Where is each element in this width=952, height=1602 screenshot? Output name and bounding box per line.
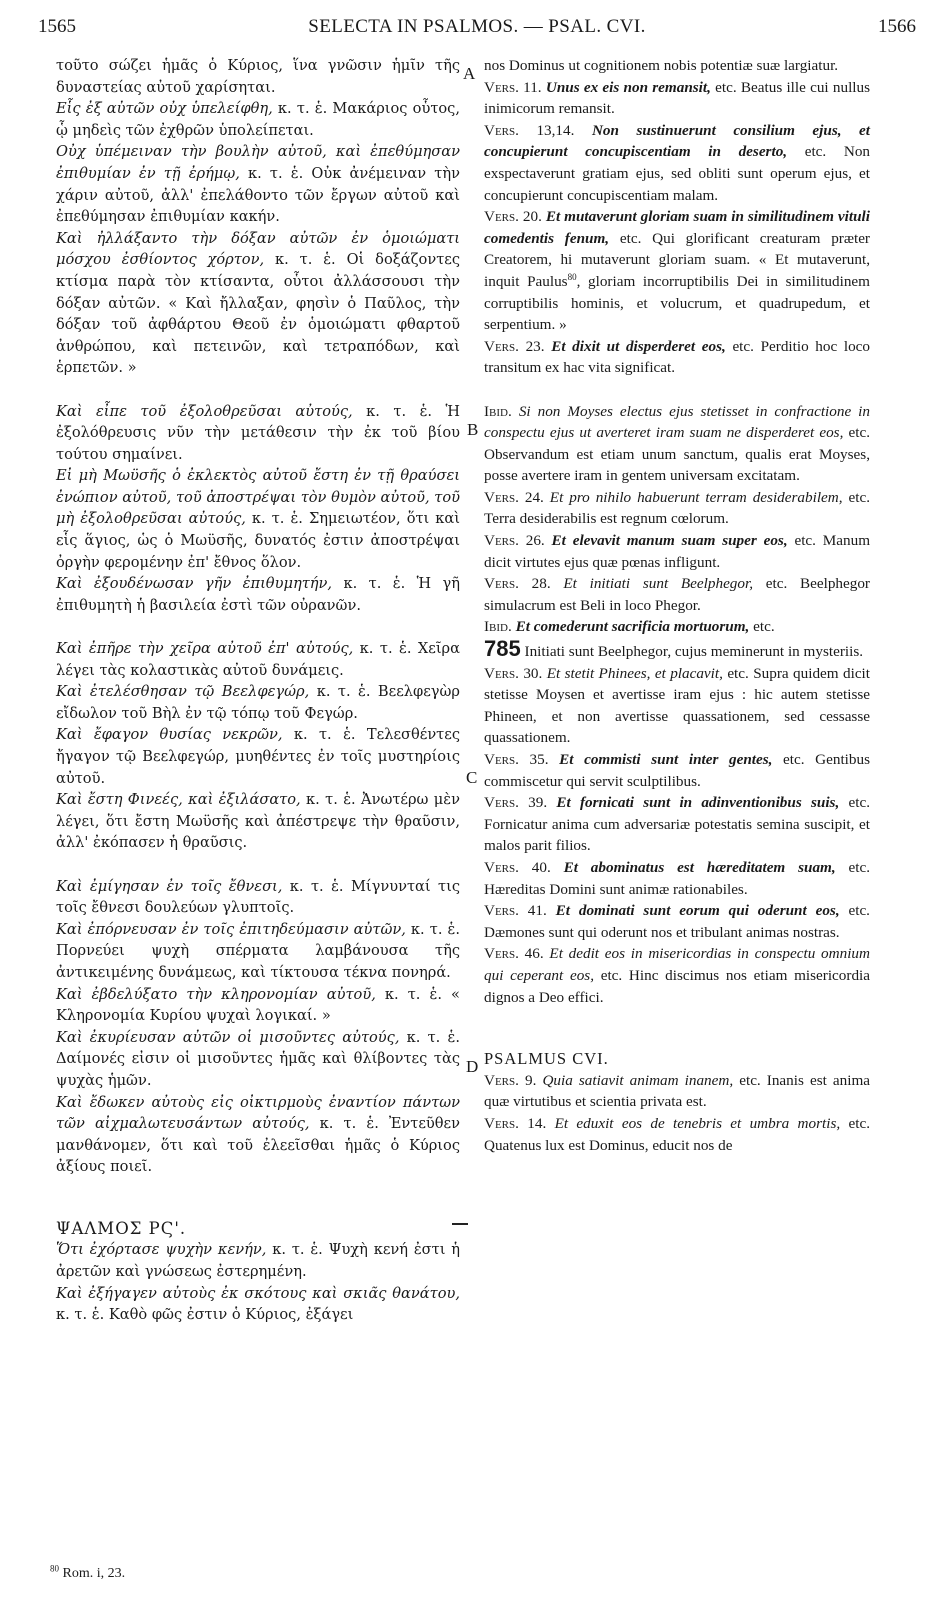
greek-paragraph: Καὶ εἶπε τοῦ ἐξολοθρεῦσαι αὐτούς, κ. τ. ἑ. Ἡ ἐξολόθρευσις νῦν τὴν μετάθεσιν τὴν ἐκ τοῦ βίου τούτου σημαίνει. — [56, 402, 461, 463]
verse-label: Vers. 46. — [484, 945, 544, 963]
latin-paragraph: Vers. 20. Et mutaverunt gloriam suam in similitudinem vituli comedentis fenum, etc. Qui glorificant creaturam præter Creatorem, hi mutaverunt gloriam suam. « Et mutaverunt, inquit Paulus$^{80}$, gloriam incorruptibilis Dei in similitudinem corruptibilis hominis, et volucrum, et quadrupedum, et serpentium. » — [484, 208, 870, 334]
margin-letter-c: C — [466, 768, 478, 787]
verse-label: Vers. 24. — [484, 488, 544, 506]
latin-paragraph: Ibid. Et comederunt sacrificia mortuorum, etc. 785 Initiati sunt Beelphegor, cujus meminerunt in mysteriis. — [484, 618, 864, 662]
latin-psalm-title: PSALMUS CVI. — [484, 1049, 609, 1069]
latin-paragraph: Vers. 40. Et abominatus est hæreditatem suam, etc. Hæreditas Domini sunt animæ rationabiles. — [484, 858, 870, 898]
greek-paragraph: Καὶ ἐξήγαγεν αὐτοὺς ἐκ σκότους καὶ σκιᾶς θανάτου, κ. τ. ἑ. Καθὸ φῶς ἐστιν ὁ Κύριος, ἐξάγει — [56, 1284, 460, 1324]
footnote-ref: 80 — [567, 271, 577, 282]
latin-paragraph: nos Dominus ut cognitionem nobis potentiæ suæ largiatur. — [484, 57, 839, 74]
latin-paragraph: Ibid. Si non Moyses electus ejus stetisset in confractione in conspectu ejus ut averteret iram suam ne disperderet eos, etc. Observandum est etiam unum sanctum, qualis erat Moyses, posse avertere iram in gentem universam excitatam. — [484, 402, 870, 485]
greek-paragraph: Καὶ ἐπῆρε τὴν χεῖρα αὐτοῦ ἐπ' αὐτούς, κ. τ. ἑ. Χεῖρα λέγει τὰς κολαστικὰς αὐτοῦ δυνάμεις. — [56, 640, 460, 679]
margin-letter-b: B — [467, 420, 479, 439]
verse-label: Vers. 14. — [484, 1114, 547, 1132]
footnote-mark: 80 — [50, 1563, 59, 1574]
greek-paragraph: Εἷς ἐξ αὐτῶν οὐχ ὑπελείφθη, κ. τ. ἑ. Μακάριος οὗτος, ᾧ μηδεὶς τῶν ἐχθρῶν ὑπολείπεται. — [56, 100, 460, 139]
greek-psalm-title: ΨΑΛΜΟΣ ΡϚ'. — [56, 1218, 187, 1238]
latin-paragraph: Vers. 35. Et commisti sunt inter gentes, etc. Gentibus commiscetur qui servit sculptilibus. — [484, 751, 870, 790]
verse-label: Vers. 26. — [484, 532, 545, 550]
latin-paragraph: Vers. 39. Et fornicati sunt in adinventionibus suis, etc. Fornicatur anima cum adversariæ potestatis semina suscipit, et malos parit filios. — [484, 794, 871, 855]
greek-paragraph: Καὶ ἠλλάξαντο τὴν δόξαν αὐτῶν ἐν ὁμοιώματι μόσχου ἐσθίοντος χόρτον, κ. τ. ἑ. Οἱ δοξάζοντες κτίσμα παρὰ τὸν κτίσαντα, οὗτοι ἀλλάσσουσι τὴν δόξαν αὐτῶν. « Καὶ ἤλλαξαν, φησὶν ὁ Παῦλος, τὴν δόξαν τοῦ ἀφθάρτου Θεοῦ ἐν ὁμοιώματι φθαρτοῦ ἀνθρώπου, καὶ πετεινῶν, καὶ τετραπόδων, καὶ ἑρπετῶν. » — [56, 229, 460, 377]
running-title: SELECTA IN PSALMOS. — PSAL. CVI. — [308, 16, 646, 37]
latin-paragraph: Vers. 11. Unus ex eis non remansit, etc. Beatus ille cui nullus inimicorum remansit. — [484, 78, 871, 118]
greek-paragraph: Καὶ ἐξουδένωσαν γῆν ἐπιθυμητήν, κ. τ. ἑ. Ἡ γῆ ἐπιθυμητὴ ἡ βασιλεία ἐστὶ τῶν οὐρανῶν. — [56, 575, 460, 614]
verse-label: Vers. 11. — [484, 78, 542, 96]
margin-letter-d: D — [466, 1057, 479, 1076]
verse-label: Vers. 40. — [484, 858, 551, 876]
verse-label: Vers. 20. — [484, 208, 542, 226]
column-number: 785 — [484, 636, 521, 662]
verse-label: Vers. 39. — [484, 794, 548, 812]
greek-paragraph: Ὅτι ἐχόρτασε ψυχὴν κενήν, κ. τ. ἑ. Ψυχὴ κενή ἐστι ἡ ἀρετῶν καὶ γνώσεως ἐστερημένη. — [56, 1241, 460, 1281]
margin-letter-a: A — [463, 64, 476, 83]
greek-paragraph: Καὶ ἐπόρνευσαν ἐν τοῖς ἐπιτηδεύμασιν αὐτῶν, κ. τ. ἑ. Πορνεύει ψυχὴ σπέρματα λαμβάνουσα τῆς ἀντικειμένης δυνάμεως, καὶ τίκτουσα τέκνα πονηρά. — [56, 920, 460, 981]
spacer — [56, 1178, 460, 1218]
verse-label: Vers. 41. — [484, 902, 547, 920]
verse-label: Vers. 13,14. — [484, 121, 575, 139]
latin-column — [484, 55, 870, 1156]
spacer — [56, 854, 460, 876]
latin-paragraph: Vers. 28. Et initiati sunt Beelphegor, etc. Beelphegor simulacrum est Beli in loco Phegor. — [484, 575, 870, 614]
verse-label: Vers. 35. — [484, 751, 549, 768]
latin-paragraph: Vers. 41. Et dominati sunt eorum qui oderunt eos, etc. Dæmones sunt qui oderunt nos et tribulant animas nostras. — [484, 902, 870, 941]
greek-paragraph: Καὶ ἔδωκεν αὐτοὺς εἰς οἰκτιρμοὺς ἐναντίον πάντων τῶν αἰχμαλωτευσάντων αὐτούς, κ. τ. ἑ. Ἐντεῦθεν μανθάνομεν, ὅτι καὶ τοῦ ἐλεεῖσθαι ἡμᾶς ὁ Κύριος ἀξίους ποιεῖ. — [56, 1093, 460, 1176]
latin-paragraph: Vers. 26. Et elevavit manum suam super eos, etc. Manum dicit virtutes ejus quæ pœnas infligunt. — [484, 532, 871, 571]
latin-paragraph: Vers. 24. Et pro nihilo habuerunt terram desiderabilem, etc. Terra desiderabilis est regnum cœlorum. — [484, 488, 870, 528]
page-number-left: 1565 — [38, 16, 76, 37]
verse-label: Vers. 23. — [484, 337, 545, 355]
latin-paragraph: Vers. 14. Et eduxit eos de tenebris et umbra mortis, etc. Quatenus lux est Dominus, educit nos de — [484, 1114, 871, 1154]
greek-paragraph: Καὶ ἐβδελύξατο τὴν κληρονομίαν αὐτοῦ, κ. τ. ἑ. « Κληρονομία Κυρίου ψυχαὶ λογικαί. » — [56, 985, 460, 1025]
latin-paragraph: Vers. 30. Et stetit Phinees, et placavit, etc. Supra quidem dicit stetisse Moysen et avertisse iram ejus : hic autem stetisse Phineen, et non avertisse quassationem, sed cessasse quassationem. — [484, 664, 870, 747]
greek-paragraph: Εἰ μὴ Μωϋσῆς ὁ ἐκλεκτὸς αὐτοῦ ἔστη ἐν τῇ θραύσει ἐνώπιον αὐτοῦ, τοῦ ἀποστρέψαι τὸν θυμὸν αὐτοῦ, τοῦ μὴ ἐξολοθρεῦσαι αὐτούς, κ. τ. ἑ. Σημειωτέον, ὅτι καὶ εἷς ἅγιος, ὡς ὁ Μωϋσῆς, δυνατός ἐστιν ἀποστρέψαι ὀργὴν φερομένην ἐπ' ἔθνος ὅλον. — [56, 467, 461, 571]
spacer — [484, 379, 870, 401]
verse-label: Vers. 9. — [484, 1071, 537, 1089]
latin-paragraph: Vers. 23. Et dixit ut disperderet eos, etc. Perditio hoc loco transitum ex hac vita significat. — [484, 337, 871, 377]
latin-paragraph: Vers. 46. Et dedit eos in misericordias in conspectu omnium qui ceperant eos, etc. Hinc discimus nos etiam misericordia dignos a Deo effici. — [484, 945, 870, 1006]
footnote-text: Rom. i, 23. — [59, 1566, 126, 1581]
page-number-right: 1566 — [878, 16, 916, 37]
latin-paragraph: Vers. 13,14. Non sustinuerunt consilium ejus, et concupierunt concupiscentiam in deserto, etc. Non exspectaverunt gratiam ejus, sed obliti sunt operum ejus, et concupierunt concupiscentiam malam. — [484, 121, 871, 204]
latin-paragraph: Vers. 9. Quia satiavit animam inanem, etc. Inanis est anima quæ virtutibus et scientia privata est. — [484, 1071, 870, 1111]
greek-paragraph: Οὐχ ὑπέμειναν τὴν βουλὴν αὐτοῦ, καὶ ἐπεθύμησαν ἐπιθυμίαν ἐν τῇ ἐρήμῳ, κ. τ. ἑ. Οὐκ ἀνέμειναν τὴν χάριν αὐτοῦ, ἀλλ' ἐπελάθοντο τῶν ἔργων αὐτοῦ καὶ ἐπεθύμησαν ἐπιθυμίαν κακήν. — [56, 143, 460, 226]
running-header — [38, 16, 916, 40]
verse-label: Ibid. — [484, 618, 512, 636]
greek-paragraph: Καὶ ἐμίγησαν ἐν τοῖς ἔθνεσι, κ. τ. ἑ. Μίγνυνταί τις τοῖς ἔθνεσι δουλεύων γλυπτοῖς. — [56, 877, 460, 917]
greek-paragraph: τοῦτο σώζει ἡμᾶς ὁ Κύριος, ἵνα γνῶσιν ἡμῖν τῆς δυναστείας αὐτοῦ χαρίσηται. — [56, 57, 460, 96]
spacer — [484, 1008, 870, 1048]
spacer — [56, 616, 460, 638]
section-divider — [452, 1223, 468, 1225]
greek-paragraph: Καὶ ἔφαγον θυσίας νεκρῶν, κ. τ. ἑ. Τελεσθέντες ἤγαγον τῷ Βεελφεγώρ, μυηθέντες ἐν τοῖς μυστηρίοις αὐτοῦ. — [56, 726, 460, 787]
verse-label: Vers. 30. — [484, 664, 543, 682]
footnote — [50, 1563, 126, 1582]
verse-label: Vers. 28. — [484, 575, 551, 593]
greek-paragraph: Καὶ ἐτελέσθησαν τῷ Βεελφεγώρ, κ. τ. ἑ. Βεελφεγὼρ εἴδωλον τοῦ Βὴλ ἐν τῷ τόπῳ τοῦ Φεγώρ. — [56, 683, 460, 722]
spacer — [56, 379, 460, 401]
greek-paragraph: Καὶ ἔστη Φινεές, καὶ ἐξιλάσατο, κ. τ. ἑ. Ἀνωτέρω μὲν λέγει, ὅτι ἔστη Μωϋσῆς καὶ ἀπέστρεψε τὴν θραῦσιν, ἀλλ' ἐκόπασεν ἡ θραῦσις. — [56, 791, 460, 852]
verse-label: Ibid. — [484, 402, 512, 420]
greek-paragraph: Καὶ ἐκυρίευσαν αὐτῶν οἱ μισοῦντες αὐτούς, κ. τ. ἑ. Δαίμονές εἰσιν οἱ μισοῦντες ἡμᾶς καὶ θλίβοντες τὰς ψυχὰς ἡμῶν. — [56, 1028, 460, 1089]
greek-column — [56, 55, 460, 1326]
